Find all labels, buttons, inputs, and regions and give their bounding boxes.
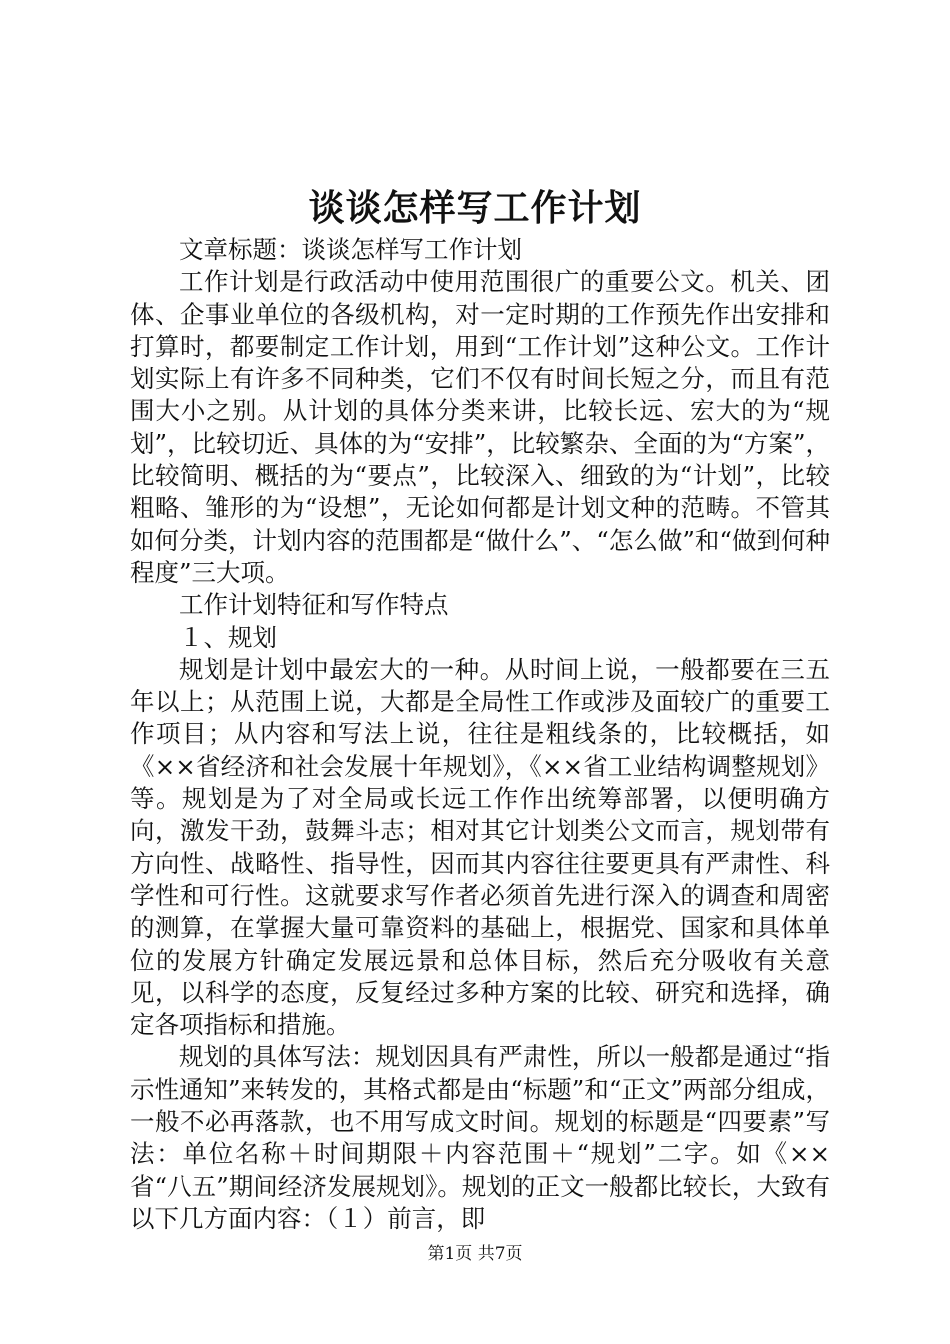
paragraph-intro: 工作计划是行政活动中使用范围很广的重要公文。机关、团体、企事业单位的各级机构，对一定时期的工作预先作出安排和打算时，都要制定工作计划，用到“工作计划”这种公文。工作计划实际上有许多不同种类，它们不仅有时间长短之分，而且有范围大小之别。从计划的具体分类来讲，比较长远、宏大的为“规划”，比较切近、具体的为“安排”，比较繁杂、全面的为“方案”，比较简明、概括的为“要点”，比较深入、细致的为“计划”，比较粗略、雏形的为“设想”，无论如何都是计划文种的范畴。不管其如何分类，计划内容的范围都是“做什么”、“怎么做”和“做到何种程度”三大项。: [130, 267, 830, 587]
document-title: 谈谈怎样写工作计划: [308, 187, 642, 229]
paragraph-planning-description: 规划是计划中最宏大的一种。从时间上说，一般都要在三五年以上；从范围上说，大都是全局性工作或涉及面较广的重要工作项目；从内容和写法上说，往往是粗线条的，比较概括，如《××省经济和社会发展十年规划》，《××省工业结构调整规划》等。规划是为了对全局或长远工作作出统筹部署，以便明确方向，激发干劲，鼓舞斗志；相对其它计划类公文而言，规划带有方向性、战略性、指导性，因而其内容往往要更具有严肃性、科学性和可行性。这就要求写作者必须首先进行深入的调查和周密的测算，在掌握大量可靠资料的基础上，根据党、国家和具体单位的发展方针确定发展远景和总体目标，然后充分吸收有关意见，以科学的态度，反复经过多种方案的比较、研究和选择，确定各项指标和措施。: [130, 654, 830, 1040]
page-footer: 第1页 共7页: [427, 1244, 523, 1264]
paragraph-planning-writing: 规划的具体写法：规划因具有严肃性，所以一般都是通过“指示性通知”来转发的，其格式都是由“标题”和“正文”两部分组成，一般不必再落款，也不用写成文时间。规划的标题是“四要素”写法：单位名称＋时间期限＋内容范围＋“规划”二字。如《××省“八五”期间经济发展规划》。规划的正文一般都比较长，大致有以下几方面内容：（１）前言，即: [130, 1042, 830, 1233]
subsection-heading-planning: １、规划: [179, 622, 277, 652]
paragraph-article-heading: 文章标题：谈谈怎样写工作计划: [179, 235, 522, 264]
section-heading-features: 工作计划特征和写作特点: [179, 590, 449, 620]
document-body: [130, 234, 830, 1235]
